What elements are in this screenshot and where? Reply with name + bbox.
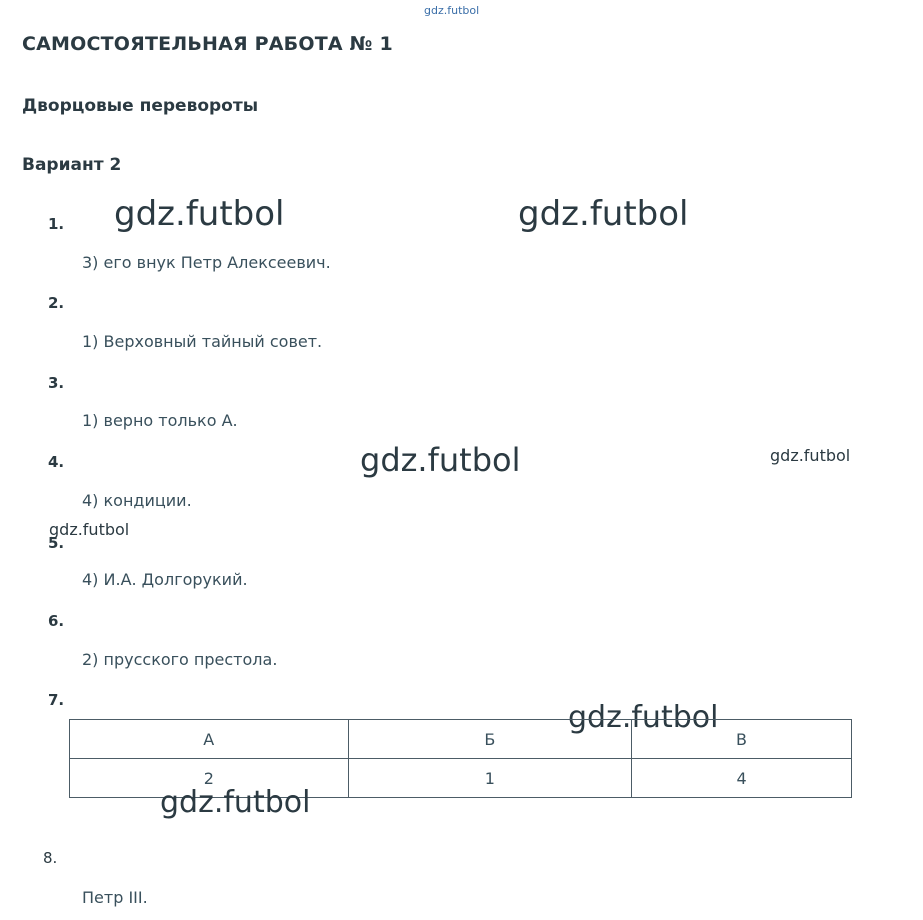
table-cell-value-b: 1	[348, 759, 632, 798]
watermark-small-2: gdz.futbol	[49, 520, 130, 539]
watermark-big-2: gdz.futbol	[518, 194, 689, 234]
question-answer-5: 4) И.А. Долгорукий.	[82, 570, 248, 589]
match-table	[69, 719, 852, 798]
question-number-6: 6.	[48, 612, 65, 630]
table-cell-value-v: 4	[632, 759, 852, 798]
watermark-big-4: gdz.futbol	[568, 700, 719, 735]
question-number-1: 1.	[48, 215, 65, 233]
question-answer-8: Петр III.	[82, 888, 148, 907]
question-number-4: 4.	[48, 453, 65, 471]
question-number-3: 3.	[48, 374, 65, 392]
question-number-2: 2.	[48, 294, 65, 312]
watermark-small-1: gdz.futbol	[770, 446, 851, 465]
question-answer-2: 1) Верховный тайный совет.	[82, 332, 323, 351]
question-number-5: 5.	[48, 534, 65, 552]
table-row-headers	[70, 720, 852, 759]
table-cell-header-a: А	[70, 720, 349, 759]
page-title: САМОСТОЯТЕЛЬНАЯ РАБОТА № 1	[22, 33, 393, 55]
watermark-big-1: gdz.futbol	[114, 194, 285, 234]
question-number-7: 7.	[48, 691, 65, 709]
question-answer-4: 4) кондиции.	[82, 491, 192, 510]
variant-label: Вариант 2	[22, 155, 122, 175]
page-subtitle: Дворцовые перевороты	[22, 96, 259, 116]
table-row-values	[70, 759, 852, 798]
question-answer-3: 1) верно только А.	[82, 411, 238, 430]
question-answer-6: 2) прусского престола.	[82, 650, 278, 669]
table-cell-header-v: В	[632, 720, 852, 759]
question-answer-1: 3) его внук Петр Алексеевич.	[82, 253, 331, 272]
table-cell-header-b: Б	[348, 720, 632, 759]
watermark-top: gdz.futbol	[424, 4, 480, 17]
question-number-8: 8.	[43, 849, 58, 867]
table-cell-value-a: 2	[70, 759, 349, 798]
watermark-big-3: gdz.futbol	[360, 441, 521, 479]
watermark-big-5: gdz.futbol	[160, 785, 311, 820]
